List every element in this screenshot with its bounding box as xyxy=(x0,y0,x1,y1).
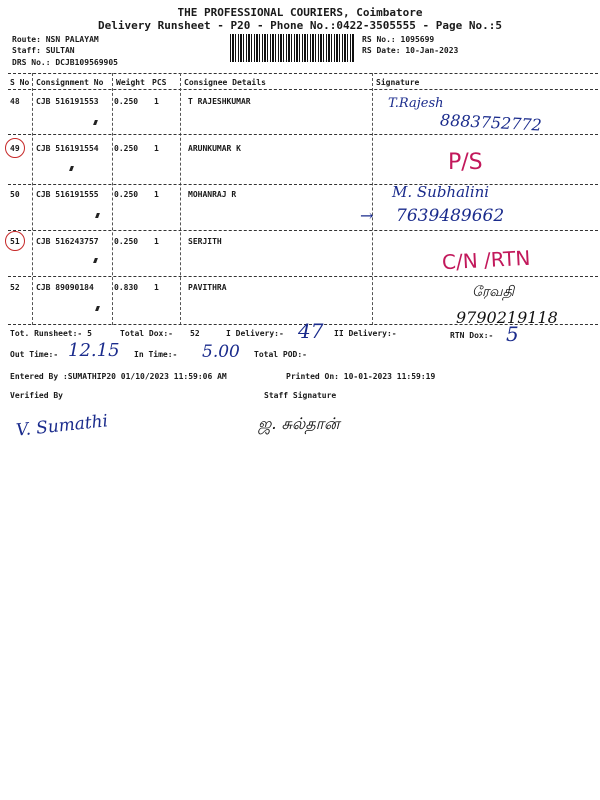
route-label: Route: NSN PALAYAM xyxy=(12,35,99,44)
col-divider xyxy=(372,73,373,325)
signature-handwriting: P/S xyxy=(448,150,483,175)
entered-by: Entered By :SUMATHIP20 01/10/2023 11:59:06 AM xyxy=(10,372,227,381)
row-consignment: CJB 89090184 xyxy=(36,283,94,292)
rtn-dox-value: 5 xyxy=(506,322,519,346)
row-weight: 0.250 xyxy=(114,97,139,106)
row-weight: 0.250 xyxy=(114,144,139,153)
row-sno: 52 xyxy=(10,283,20,292)
row-consignment: CJB 516191553 xyxy=(36,97,99,106)
barcode xyxy=(230,34,354,62)
row-sno: 50 xyxy=(10,190,20,199)
out-time-label: Out Time:- xyxy=(10,350,59,359)
signature-handwriting: M. Subhalini xyxy=(392,183,490,201)
i-delivery-label: I Delivery:- xyxy=(226,329,284,338)
total-pod-label: Total POD:- xyxy=(254,350,307,359)
row-consignment: CJB 516243757 xyxy=(36,237,99,246)
row-pcs: 1 xyxy=(154,190,159,199)
row-rule xyxy=(8,230,598,231)
row-pcs: 1 xyxy=(154,144,159,153)
row-rule xyxy=(8,276,598,277)
row-rule xyxy=(8,134,598,135)
signature-handwriting: C/N /RTN xyxy=(441,245,531,275)
total-runsheet: Tot. Runsheet:- 5 xyxy=(10,329,92,338)
in-time-label: In Time:- xyxy=(134,350,178,359)
table-top-rule xyxy=(8,73,598,74)
document-subtitle: Delivery Runsheet - P20 - Phone No.:0422-3505555 - Page No.:5 xyxy=(98,19,502,32)
col-divider xyxy=(32,73,33,325)
row-pcs: 1 xyxy=(154,97,159,106)
table-header-rule xyxy=(8,89,598,90)
rs-date: RS Date: 10-Jan-2023 xyxy=(362,46,459,55)
row-consignee: T RAJESHKUMAR xyxy=(188,97,251,106)
row-weight: 0.250 xyxy=(114,190,139,199)
ii-delivery-label: II Delivery:- xyxy=(334,329,397,338)
staff-signature-label: Staff Signature xyxy=(264,391,337,400)
rtn-dox-label: RTN Dox:- xyxy=(450,331,494,340)
out-time-value: 12.15 xyxy=(68,340,120,361)
col-header-consignment: Consignment No xyxy=(36,78,104,87)
total-dox-label: Total Dox:- xyxy=(120,329,173,338)
signature-handwriting: ரேவதி xyxy=(472,284,515,300)
col-header-consignee: Consignee Details xyxy=(184,78,266,87)
col-header-pcs: PCS xyxy=(152,78,167,87)
row-consignee: PAVITHRA xyxy=(188,283,227,292)
verified-by-label: Verified By xyxy=(10,391,63,400)
row-weight: 0.250 xyxy=(114,237,139,246)
check-mark xyxy=(95,213,100,218)
row-sno: 49 xyxy=(10,144,20,153)
col-divider xyxy=(180,73,181,325)
arrow-icon: → xyxy=(360,206,374,225)
row-weight: 0.830 xyxy=(114,283,139,292)
row-pcs: 1 xyxy=(154,237,159,246)
signature-handwriting: T.Rajesh xyxy=(388,96,444,111)
row-consignee: ARUNKUMAR K xyxy=(188,144,241,153)
signature-phone: 8883752772 xyxy=(439,110,543,135)
check-mark xyxy=(69,166,74,171)
row-rule xyxy=(8,184,598,185)
verified-signature: V. Sumathi xyxy=(15,411,109,441)
i-delivery-value: 47 xyxy=(298,319,324,343)
document-title: THE PROFESSIONAL COURIERS, Coimbatore xyxy=(177,6,423,19)
row-consignment: CJB 516191554 xyxy=(36,144,99,153)
drs-number: DRS No.: DCJB109569905 xyxy=(12,58,118,67)
row-consignee: SERJITH xyxy=(188,237,222,246)
staff-signature: ஜ. சுல்தான் xyxy=(258,414,340,433)
row-sno: 48 xyxy=(10,97,20,106)
check-mark xyxy=(95,306,100,311)
signature-phone: 9790219118 xyxy=(456,308,558,327)
row-consignee: MOHANRAJ R xyxy=(188,190,237,199)
rs-number: RS No.: 1095699 xyxy=(362,35,435,44)
row-sno: 51 xyxy=(10,237,20,246)
col-header-weight: Weight xyxy=(116,78,145,87)
staff-label: Staff: SULTAN xyxy=(12,46,75,55)
col-header-signature: Signature xyxy=(376,78,420,87)
signature-phone: 7639489662 xyxy=(396,206,505,226)
col-header-sno: S No xyxy=(10,78,30,87)
in-time-value: 5.00 xyxy=(202,342,240,362)
total-dox-value: 52 xyxy=(190,329,200,338)
row-consignment: CJB 516191555 xyxy=(36,190,99,199)
check-mark xyxy=(93,120,98,125)
row-pcs: 1 xyxy=(154,283,159,292)
printed-on: Printed On: 10-01-2023 11:59:19 xyxy=(286,372,436,381)
check-mark xyxy=(93,258,98,263)
col-divider xyxy=(112,73,113,325)
